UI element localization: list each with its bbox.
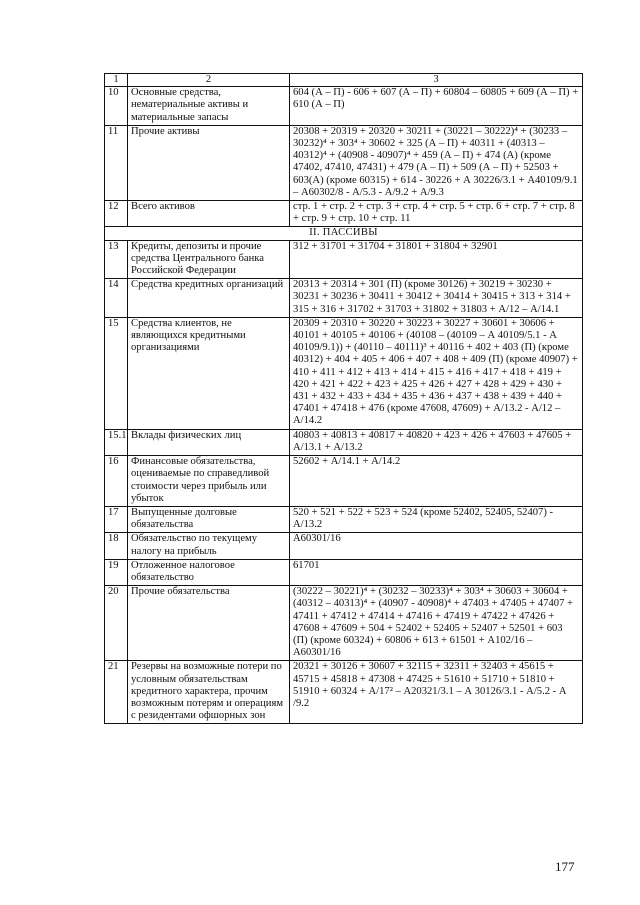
header-col-1: 1 xyxy=(105,74,128,87)
section-title: II. ПАССИВЫ xyxy=(105,227,583,240)
row-number: 10 xyxy=(105,87,128,126)
row-formula: стр. 1 + стр. 2 + стр. 3 + стр. 4 + стр. 5 + стр. 6 + стр. 7 + стр. 8 + стр. 9 + стр. 10 + стр. 11 xyxy=(290,201,583,227)
row-name: Выпущенные долговые обязательства xyxy=(128,506,290,532)
table-row xyxy=(105,661,583,724)
table-row xyxy=(105,125,583,200)
header-row xyxy=(105,74,583,87)
row-name: Вклады физических лиц xyxy=(128,429,290,455)
row-number: 13 xyxy=(105,240,128,279)
table-row xyxy=(105,429,583,455)
table-row xyxy=(105,506,583,532)
row-number: 16 xyxy=(105,456,128,507)
row-number: 21 xyxy=(105,661,128,724)
table-row xyxy=(105,559,583,585)
row-name: Резервы на возможные потери по условным обязательствам кредитного характера, прочим возможным потерям и операциям с резидентами офшорных зон xyxy=(128,661,290,724)
table-row xyxy=(105,317,583,429)
table-row xyxy=(105,533,583,559)
table-row xyxy=(105,87,583,126)
row-name: Прочие обязательства xyxy=(128,586,290,661)
row-formula: 61701 xyxy=(290,559,583,585)
row-name: Отложенное налоговое обязательство xyxy=(128,559,290,585)
row-formula: 40803 + 40813 + 40817 + 40820 + 423 + 426 + 47603 + 47605 + А/13.1 + А/13.2 xyxy=(290,429,583,455)
row-number: 20 xyxy=(105,586,128,661)
section-row xyxy=(105,227,583,240)
page-number: 177 xyxy=(555,859,575,874)
row-number: 15.1 xyxy=(105,429,128,455)
header-col-2: 2 xyxy=(128,74,290,87)
table-row xyxy=(105,201,583,227)
row-name: Основные средства, нематериальные активы и материальные запасы xyxy=(128,87,290,126)
row-formula: А60301/16 xyxy=(290,533,583,559)
row-formula: (30222 – 30221)⁴ + (30232 – 30233)⁴ + 303⁴ + 30603 + 30604 + (40312 – 40313)⁴ + (40907 - 40908)⁴ + 47403 + 47405 + 47407 + 47411 + 47412 + 47414 + 47416 + 47419 + 47422 + 47426 + 47608 + 47609 + 504 + 52402 + 52405 + 52407 + 52501 + 603 (П) (кроме 60324) + 60806 + 613 + 61501 + А102/16 – А60301/16 xyxy=(290,586,583,661)
row-formula: 20308 + 20319 + 20320 + 30211 + (30221 – 30222)⁴ + (30233 – 30232)⁴ + 303⁴ + 30602 + 325 (А – П) + 40311 + (40313 – 40312)⁴ + (40908 - 40907)⁴ + 459 (А – П) + 474 (А) (кроме 47402, 47410, 47431) + 479 (А – П) + 509 (А – П) + 52503 + 603(А) (кроме 60315) + 614 - 30226 + А 30226/3.1 + А40109/9.1 – А60302/8 - А/5.3 - А/9.2 + А/9.3 xyxy=(290,125,583,200)
row-formula: 20309 + 20310 + 30220 + 30223 + 30227 + 30601 + 30606 + 40101 + 40105 + 40106 + (40108 – (40109 – А 40109/5.1 - А 40109/9.1)) + (40110 – 40111)³ + 40116 + 402 + 403 (П) (кроме 40312) + 404 + 405 + 406 + 407 + 408 + 409 (П) (кроме 40907) + 410 + 411 + 412 + 413 + 414 + 415 + 416 + 417 + 418 + 419 + 420 + 421 + 422 + 423 + 425 + 426 + 427 + 428 + 429 + 430 + 431 + 432 + 433 + 434 + 435 + 436 + 437 + 438 + 439 + 440 + 47401 + 47418 + 476 (кроме 47608, 47609) + А/13.2 - А/12 – А/14.2 xyxy=(290,317,583,429)
row-name: Прочие активы xyxy=(128,125,290,200)
row-number: 18 xyxy=(105,533,128,559)
table-row xyxy=(105,279,583,318)
row-name: Обязательство по текущему налогу на прибыль xyxy=(128,533,290,559)
row-formula: 52602 + А/14.1 + А/14.2 xyxy=(290,456,583,507)
row-name: Кредиты, депозиты и прочие средства Центрального банка Российской Федерации xyxy=(128,240,290,279)
row-formula: 520 + 521 + 522 + 523 + 524 (кроме 52402, 52405, 52407) - А/13.2 xyxy=(290,506,583,532)
row-number: 17 xyxy=(105,506,128,532)
row-formula: 312 + 31701 + 31704 + 31801 + 31804 + 32901 xyxy=(290,240,583,279)
row-number: 15 xyxy=(105,317,128,429)
row-number: 11 xyxy=(105,125,128,200)
row-formula: 20313 + 20314 + 301 (П) (кроме 30126) + 30219 + 30230 + 30231 + 30236 + 30411 + 30412 + 30414 + 30415 + 313 + 314 + 315 + 316 + 31702 + 31703 + 31802 + 31803 + А/12 – А/14.1 xyxy=(290,279,583,318)
table-row xyxy=(105,586,583,661)
accounts-table xyxy=(104,73,583,724)
row-number: 12 xyxy=(105,201,128,227)
row-formula: 604 (А – П) - 606 + 607 (А – П) + 60804 – 60805 + 609 (А – П) + 610 (А – П) xyxy=(290,87,583,126)
row-formula: 20321 + 30126 + 30607 + 32115 + 32311 + 32403 + 45615 + 45715 + 45818 + 47308 + 47425 + 51610 + 51710 + 51810 + 51910 + 60324 + А/17² – А20321/3.1 – А 30126/3.1 - А/5.2 - А /9.2 xyxy=(290,661,583,724)
header-col-3: 3 xyxy=(290,74,583,87)
row-number: 14 xyxy=(105,279,128,318)
table-row xyxy=(105,456,583,507)
table-row xyxy=(105,240,583,279)
row-name: Средства клиентов, не являющихся кредитными организациями xyxy=(128,317,290,429)
row-name: Всего активов xyxy=(128,201,290,227)
row-name: Финансовые обязательства, оцениваемые по справедливой стоимости через прибыль или убыток xyxy=(128,456,290,507)
row-number: 19 xyxy=(105,559,128,585)
row-name: Средства кредитных организаций xyxy=(128,279,290,318)
